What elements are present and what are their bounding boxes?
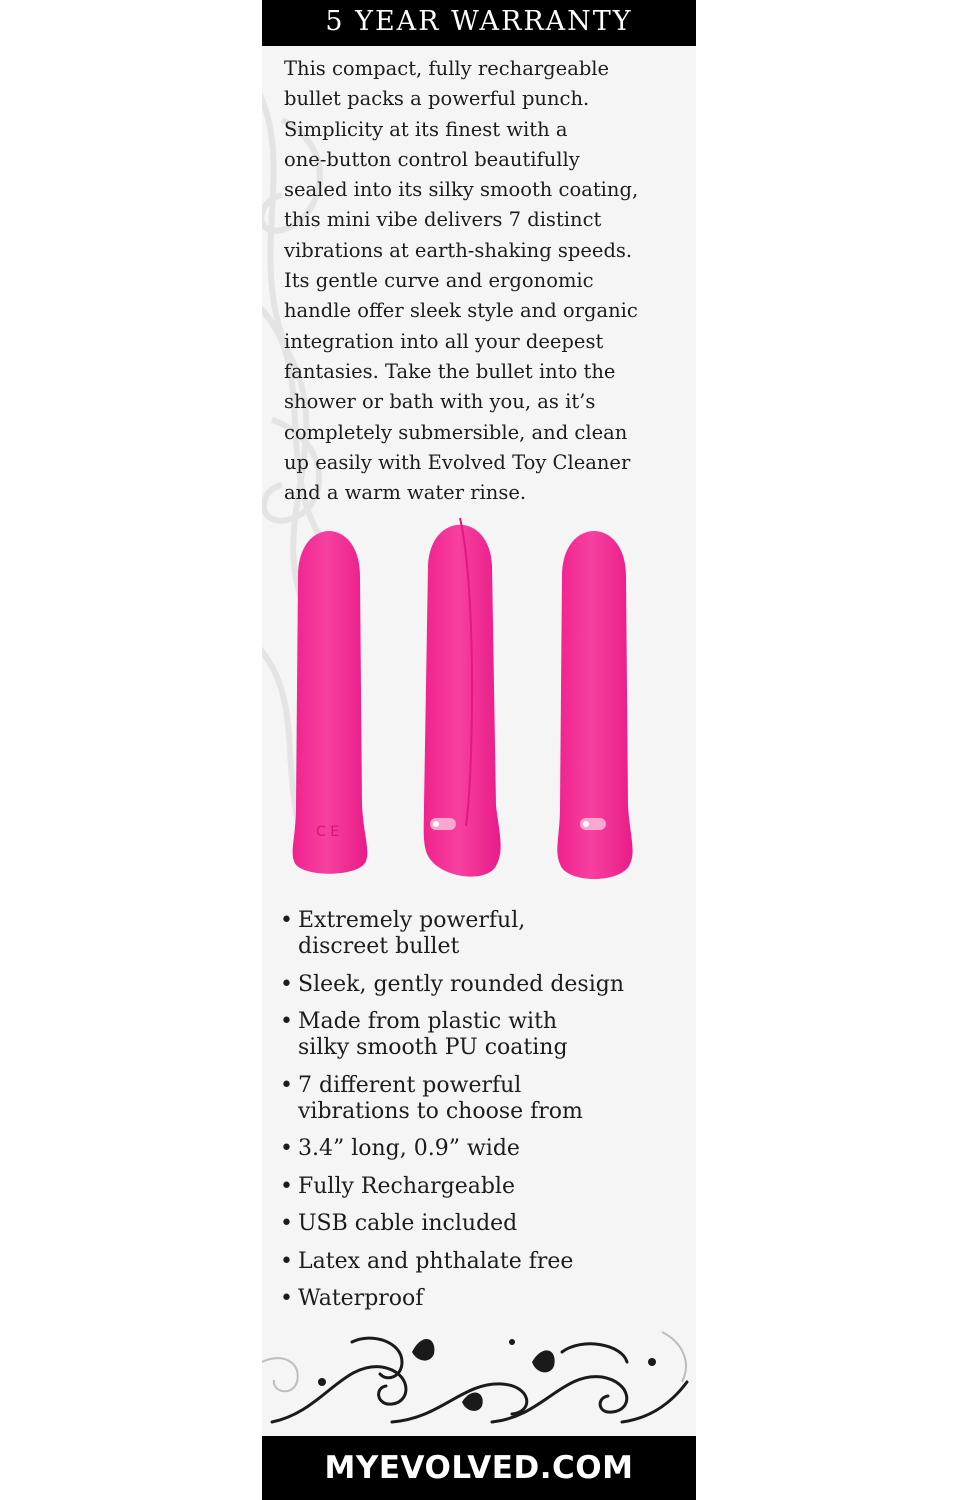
warranty-banner [262,0,696,46]
floral-ornament [262,1322,696,1434]
feature-item: • Made from plastic with silky smooth PU coating [280,1009,568,1060]
feature-item: • Fully Rechargeable [280,1173,515,1199]
product-images [290,506,670,906]
bullet-icon: • [280,1072,293,1098]
bullet-icon: • [280,1009,293,1034]
product-view-side [424,518,501,877]
feature-item: • Extremely powerful, discreet bullet [280,908,526,959]
svg-text:C E: C E [316,824,340,840]
feature-item: • 3.4” long, 0.9” wide [280,1136,520,1161]
website-text: MYEVOLVED.COM [324,1450,634,1486]
bullet-icon: • [280,1211,293,1236]
product-panel [262,0,696,1500]
feature-item: • USB cable included [280,1211,518,1236]
bullet-icon: • [280,971,293,997]
feature-list [280,908,690,1324]
bullet-icon: • [280,1286,293,1311]
bullet-icon: • [280,1136,293,1161]
warranty-text: 5 YEAR WARRANTY [325,6,633,37]
feature-item: • Latex and phthalate free [280,1248,574,1274]
feature-item: • Waterproof [280,1286,424,1311]
product-view-back [557,531,632,879]
bullet-icon: • [280,1173,293,1199]
product-description: This compact, fully rechargeable bullet packs a powerful punch. Simplicity at its finest with a one-button control beautifully sealed into its silky smooth coating, this mini vibe delivers 7 distinct vibrations at earth-shaking speeds. Its gentle curve and ergonomic handle offer sleek style and organic integration into all your deepest fantasies. Take the bullet into the shower or bath with you, as it’s completely submersible, and clean up easily with Evolved Toy Cleaner and a warm water rinse. [284,57,639,505]
feature-item: • 7 different powerful vibrations to choose from [280,1072,583,1124]
feature-item: • Sleek, gently rounded design [280,971,624,997]
website-banner [262,1436,696,1500]
bullet-icon: • [280,1248,293,1274]
bullet-icon: • [280,908,293,933]
product-view-front [293,531,368,874]
